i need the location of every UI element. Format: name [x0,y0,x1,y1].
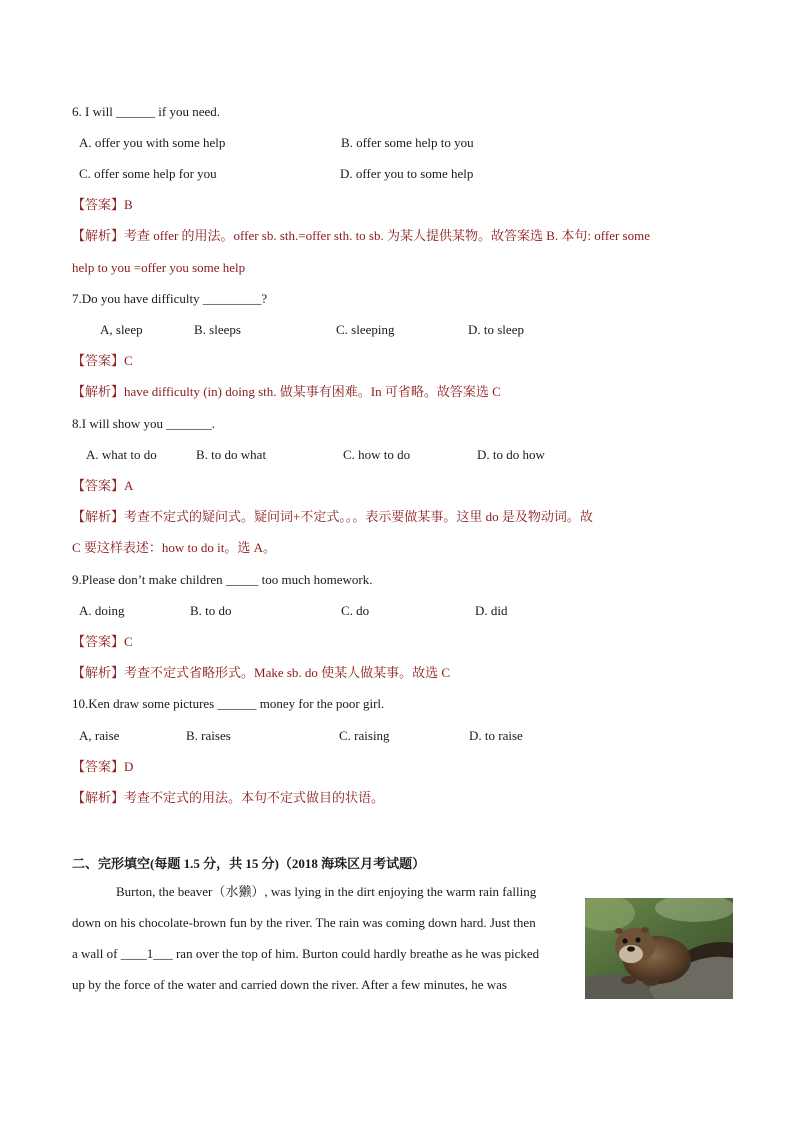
q6-option-d: D. offer you to some help [340,166,474,181]
q10-analysis [72,790,384,807]
passage-line-3: a wall of ____1___ ran over the top of him. Burton could hardly breathe as he was picked [72,946,540,961]
q8-answer [72,478,133,495]
q10-option-a: A, raise [79,728,120,743]
question-9-stem: 9.Please don’t make children _____ too much homework. [72,572,373,587]
question-8-stem: 8.I will show you _______. [72,416,215,431]
answer-value: B [124,197,133,212]
q10-option-d: D. to raise [469,728,523,743]
q8-option-b: B. to do what [196,447,267,462]
q9-option-a: A. doing [79,603,125,618]
q9-option-b: B. to do [190,603,232,618]
q7-option-a: A, sleep [100,322,143,337]
q9-analysis [72,665,450,682]
q6-answer [72,197,133,214]
q8-analysis-line-2: C 要这样表述：how to do it。选 A。 [72,540,277,555]
analysis-text: 考查 offer 的用法。offer sb. sth.=offer sth. to sb. 为某人提供某物。故答案选 B. 本句: offer some [124,228,650,243]
analysis-tag: 【解析】 [72,510,125,525]
q8-option-d: D. to do how [477,447,545,462]
analysis-text: 考查不定式的疑问式。疑问词+不定式。。。表示要做某事。这里 do 是及物动词。故 [124,509,593,524]
q9-option-c: C. do [341,603,370,618]
q9-option-d: D. did [475,603,508,618]
analysis-text: have difficulty (in) doing sth. 做某事有困难。In 可省略。故答案选 C [124,384,501,399]
question-6-stem: 6. I will ______ if you need. [72,104,221,119]
q6-analysis-line-1 [72,228,650,245]
answer-value: C [124,634,133,649]
q7-option-d: D. to sleep [468,322,524,337]
q10-answer [72,759,133,776]
analysis-text: 考查不定式的用法。本句不定式做目的状语。 [124,790,385,805]
answer-tag: 【答案】 [72,354,125,369]
analysis-tag: 【解析】 [72,229,125,244]
answer-tag: 【答案】 [72,635,125,650]
answer-tag: 【答案】 [72,479,125,494]
analysis-tag: 【解析】 [72,666,125,681]
answer-value: A [124,478,134,493]
analysis-tag: 【解析】 [72,385,125,400]
q6-analysis-line-2: help to you =offer you some help [72,260,246,275]
q10-option-c: C. raising [339,728,390,743]
q8-option-a: A. what to do [86,447,157,462]
q6-option-b: B. offer some help to you [341,135,474,150]
q10-option-b: B. raises [186,728,231,743]
passage-line-4: up by the force of the water and carried down the river. After a few minutes, he was [72,977,507,992]
q8-option-c: C. how to do [343,447,411,462]
q7-analysis [72,384,501,401]
answer-tag: 【答案】 [72,198,125,213]
answer-value: D [124,759,134,774]
question-7-stem: 7.Do you have difficulty _________? [72,291,268,306]
beaver-photo [585,898,733,999]
question-10-stem: 10.Ken draw some pictures ______ money for the poor girl. [72,696,385,711]
analysis-text: 考查不定式省略形式。Make sb. do 使某人做某事。故选 C [124,665,451,680]
q6-option-c: C. offer some help for you [79,166,217,181]
q7-option-b: B. sleeps [194,322,241,337]
analysis-tag: 【解析】 [72,791,125,806]
q8-analysis-line-1 [72,509,593,526]
answer-value: C [124,353,133,368]
passage-line-2: down on his chocolate-brown fun by the river. The rain was coming down hard. Just then [72,915,536,930]
passage-line-1: Burton, the beaver（水獭）, was lying in the dirt enjoying the warm rain falling [116,884,537,899]
q6-option-a: A. offer you with some help [79,135,226,150]
q7-option-c: C. sleeping [336,322,395,337]
q9-answer [72,634,133,651]
q7-answer [72,353,133,370]
section-heading: 二、完形填空(每题 1.5 分，共 15 分)（2018 海珠区月考试题） [72,856,426,871]
answer-tag: 【答案】 [72,760,125,775]
